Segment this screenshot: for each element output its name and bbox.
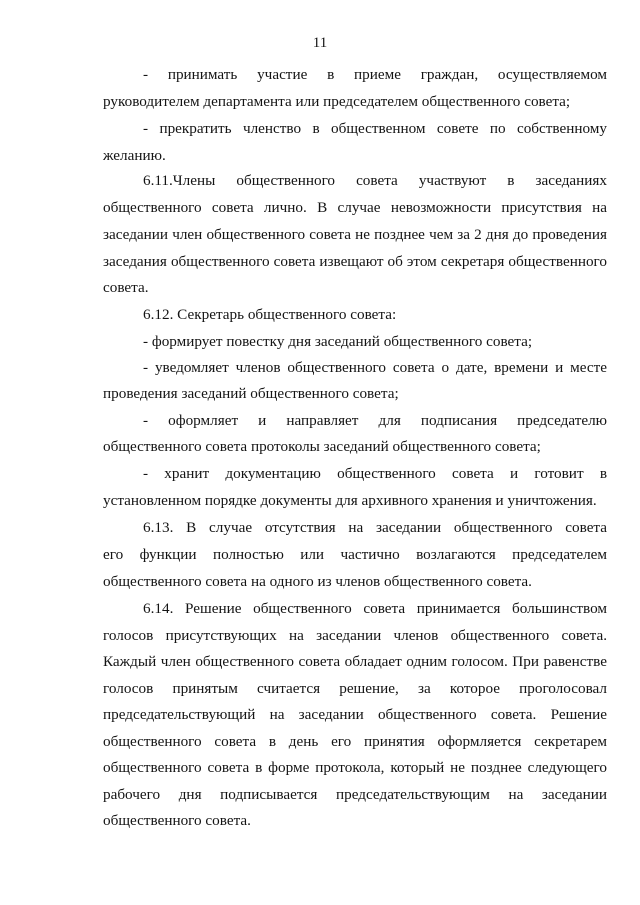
text-line: голосов присутствующих на заседании членов общественного совета. (103, 627, 607, 644)
text-line: заседания общественного совета извещают об этом секретаря общественного (103, 253, 607, 270)
text-line: - оформляет и направляет для подписания председателю (143, 412, 607, 429)
text-line: общественного совета протоколы заседаний общественного совета; (103, 438, 541, 455)
text-line: - уведомляет членов общественного совета о дате, времени и месте (143, 359, 607, 376)
text-line: заседании член общественного совета не позднее чем за 2 дня до проведения (103, 226, 607, 243)
text-line: - хранит документацию общественного совета и готовит в (143, 465, 607, 482)
text-line: голосов принятым считается решение, за которое проголосовал (103, 680, 607, 697)
text-line: общественного совета. (103, 812, 251, 829)
text-line: совета. (103, 279, 149, 296)
text-line: председательствующий на заседании общественного совета. Решение (103, 706, 607, 723)
text-line: - формирует повестку дня заседаний общественного совета; (143, 333, 533, 350)
text-line: общественного совета лично. В случае невозможности присутствия на (103, 199, 607, 216)
text-line: 6.12. Секретарь общественного совета: (143, 306, 397, 323)
text-line: его функции полностью или частично возлагаются председателем (103, 546, 607, 563)
text-line: общественного совета в форме протокола, который не позднее следующего (103, 759, 607, 776)
text-line: установленном порядке документы для архивного хранения и уничтожения. (103, 492, 597, 509)
text-line: 6.11.Члены общественного совета участвуют в заседаниях (143, 172, 607, 189)
text-line: 6.14. Решение общественного совета принимается большинством (143, 600, 607, 617)
text-line: Каждый член общественного совета обладает одним голосом. При равенстве (103, 653, 607, 670)
page-number: 11 (312, 35, 328, 51)
text-line: - принимать участие в приеме граждан, осуществляемом (143, 66, 607, 83)
text-line: рабочего дня подписывается председательствующим на заседании (103, 786, 607, 803)
text-line: 6.13. В случае отсутствия на заседании общественного совета (143, 519, 607, 536)
text-line: руководителем департамента или председателем общественного совета; (103, 93, 571, 110)
text-line: общественного совета в день его принятия оформляется секретарем (103, 733, 607, 750)
text-line: общественного совета на одного из членов общественного совета. (103, 573, 532, 590)
text-line: - прекратить членство в общественном совете по собственному (143, 120, 607, 137)
text-line: проведения заседаний общественного совета; (103, 385, 399, 402)
text-line: желанию. (103, 147, 166, 164)
